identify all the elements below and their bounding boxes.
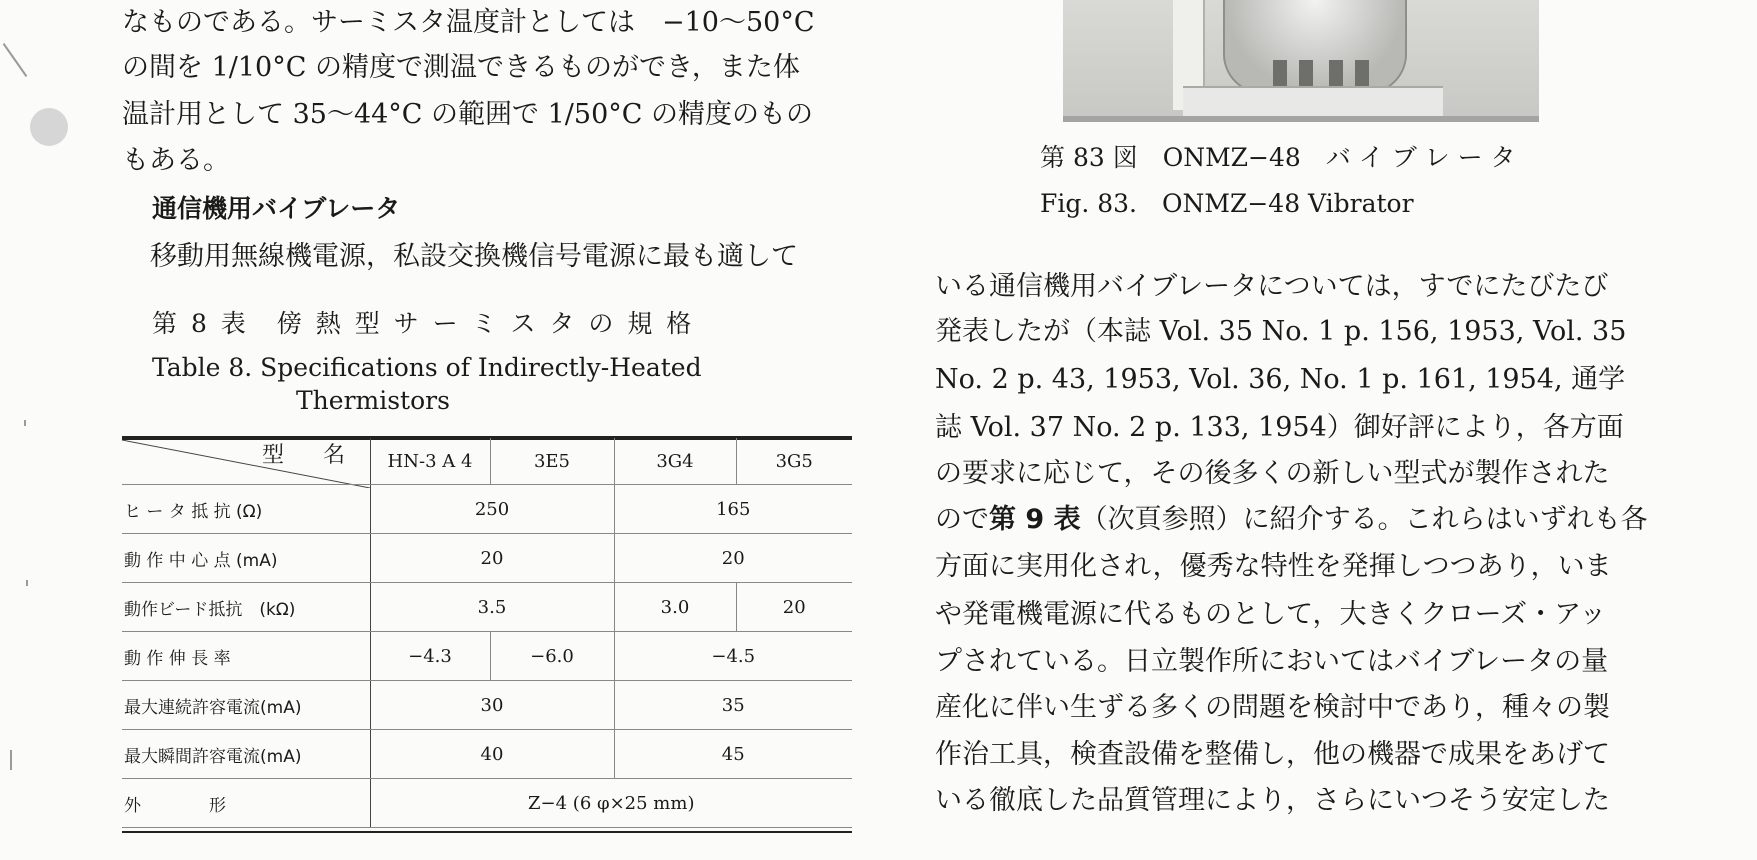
table-row <box>122 438 852 485</box>
margin-mark <box>26 580 28 586</box>
value-cell: 3.0 <box>614 583 736 632</box>
line6-suffix: （次頁参照）に紹介する。これらはいずれも各 <box>1080 504 1648 535</box>
row-label: 最大連続許容電流(mA) <box>122 681 370 730</box>
value-cell: 30 <box>370 681 614 730</box>
model-cell: 3G5 <box>736 438 852 485</box>
section-first-line: 移動用無線機電源，私設交換機信号電源に最も適して <box>150 241 798 272</box>
table8-caption-en-2: Thermistors <box>296 386 450 415</box>
right-paragraph-line-10: 産化に伴い生ずる多くの問題を検討中であり，種々の製 <box>935 692 1610 723</box>
value-cell: −4.3 <box>370 632 490 681</box>
right-paragraph-line-7: 方面に実用化され，優秀な特性を発揮しつつあり，いま <box>935 551 1612 582</box>
line6-prefix: ので <box>935 504 989 535</box>
table-row <box>122 730 852 779</box>
table-row <box>122 632 852 681</box>
margin-mark <box>24 420 26 426</box>
right-paragraph-line-4: 誌 Vol. 37 No. 2 p. 133, 1954）御好評により，各方面 <box>935 412 1624 443</box>
left-paragraph-line-2: の間を 1/10°C の精度で測温できるものができ，また体 <box>122 52 800 83</box>
left-paragraph-line-1: なものである。サーミスタ温度計としては −10〜50°C <box>122 7 815 38</box>
right-paragraph-line-9: プされている。日立製作所においてはバイブレータの量 <box>935 646 1609 677</box>
value-cell: 250 <box>370 485 614 534</box>
table8-caption-ja: 第 8 表 傍 熱 型 サ ー ミ ス タ の 規 格 <box>152 309 695 338</box>
model-cell: 3E5 <box>490 438 614 485</box>
value-cell: 20 <box>736 583 852 632</box>
left-paragraph-line-4: もある。 <box>122 145 230 176</box>
fig83-caption-en: Fig. 83. ONMZ−48 Vibrator <box>1040 189 1414 218</box>
margin-mark <box>10 750 12 770</box>
value-cell: 3.5 <box>370 583 614 632</box>
value-cell: 35 <box>614 681 852 730</box>
right-paragraph-line-5: の要求に応じて，その後多くの新しい型式が製作された <box>935 458 1610 489</box>
model-cell: 3G4 <box>614 438 736 485</box>
table-row <box>122 583 852 632</box>
right-paragraph-line-11: 作治工具，検査設備を整備し，他の機器で成果をあげて <box>935 739 1610 770</box>
row-label: ヒ ー タ 抵 抗 (Ω) <box>122 485 370 534</box>
vibrator-photo <box>1063 0 1539 122</box>
right-paragraph-line-12: いる徹底した品質管理により，さらにいつそう安定した <box>935 785 1610 816</box>
right-paragraph-line-2: 発表したが（本誌 Vol. 35 No. 1 p. 156, 1953, Vol. 35 <box>935 316 1627 347</box>
table-row <box>122 534 852 583</box>
photo-base <box>1183 86 1443 118</box>
table-row <box>122 779 852 828</box>
photo-vibrator-can <box>1223 0 1407 94</box>
value-cell: 20 <box>614 534 852 583</box>
row-label: 動 作 伸 長 率 <box>122 632 370 681</box>
value-cell: −4.5 <box>614 632 852 681</box>
value-cell: 45 <box>614 730 852 779</box>
row-label: 最大瞬間許容電流(mA) <box>122 730 370 779</box>
table8-caption-en-1: Table 8. Specifications of Indirectly-Heated <box>152 353 702 382</box>
value-cell: −6.0 <box>490 632 614 681</box>
value-cell: 40 <box>370 730 614 779</box>
fig83-caption-ja: 第 83 図 ONMZ−48 バ イ ブ レ ー タ <box>1040 143 1516 172</box>
row-label: 動 作 中 心 点 (mA) <box>122 534 370 583</box>
right-paragraph-line-3: No. 2 p. 43, 1953, Vol. 36, No. 1 p. 161, 1954, 通学 <box>935 364 1626 395</box>
value-cell: 20 <box>370 534 614 583</box>
photo-bottom-edge <box>1063 116 1539 122</box>
row-label: 動作ビード抵抗 (kΩ) <box>122 583 370 632</box>
model-cell: HN-3 A 4 <box>370 438 490 485</box>
binder-hole <box>30 108 68 146</box>
header-corner-cell <box>122 438 370 485</box>
thermistor-spec-table <box>122 438 852 828</box>
margin-mark <box>3 43 28 77</box>
table9-reference: 第 9 表 <box>989 504 1081 535</box>
right-paragraph-line-8: や発電機電源に代るものとして，大きくクローズ・アッ <box>935 599 1607 630</box>
section-heading: 通信機用バイブレータ <box>152 194 401 223</box>
table-row <box>122 485 852 534</box>
table-bottom-rule <box>122 831 852 833</box>
table-header-label: 型 名 <box>262 443 361 468</box>
right-paragraph-line-6 <box>935 503 1648 537</box>
right-paragraph-line-1: いる通信機用バイブレータについては，すでにたびたび <box>935 271 1609 302</box>
row-label: 外 形 <box>122 779 370 828</box>
table-row <box>122 681 852 730</box>
value-cell: 165 <box>614 485 852 534</box>
left-paragraph-line-3: 温計用として 35〜44°C の範囲で 1/50°C の精度のもの <box>122 99 813 130</box>
value-cell: Z−4 (6 φ×25 mm) <box>370 779 852 828</box>
